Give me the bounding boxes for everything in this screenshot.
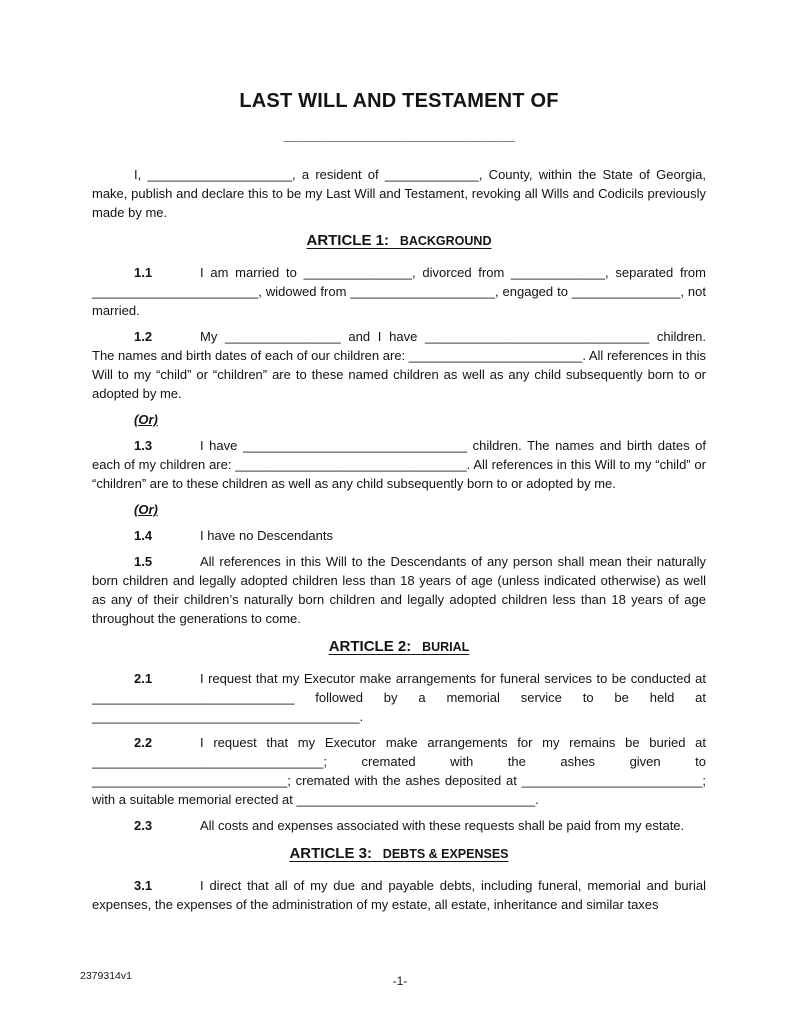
paragraph-1-4 [92, 526, 706, 545]
testator-name-blank: ________________________________ [283, 128, 515, 143]
clause-number: 2.2 [134, 735, 153, 750]
clause-text: I request that my Executor make arrangements for funeral services to be conducted at ____________________________ followed by a memorial service to be held at _____________________________________. [92, 671, 706, 724]
article-1-heading-title: BACKGROUND [399, 234, 492, 248]
clause-text: I direct that all of my due and payable debts, including funeral, memorial and burial expenses, the expenses of the administration of my estate, all estate, inheritance and similar taxes [92, 878, 706, 912]
article-1-heading [92, 229, 706, 252]
or-separator: (Or) [134, 502, 158, 517]
clause-text: My ________________ and I have _______________________________ children. The names and birth dates of each of our children are: ________________________. All references in this Will to my “child” or “children” are to these named children as well as any child subsequently born to or adopted by me. [92, 329, 706, 401]
clause-number: 2.3 [134, 818, 153, 833]
paragraph-1-3 [92, 436, 706, 493]
clause-text: I am married to _______________, divorced from _____________, separated from _______________________, widowed from ____________________, engaged to _______________, not married. [92, 265, 706, 318]
paragraph-2-2 [92, 733, 706, 809]
clause-text: All costs and expenses associated with these requests shall be paid from my estate. [200, 818, 685, 833]
paragraph-1-2 [92, 327, 706, 403]
clause-number: 1.4 [134, 528, 153, 543]
clause-text: I request that my Executor make arrangements for my remains be buried at ________________________________; cremated with the ashes given to ___________________________; cremated with the ashes deposited at _________________________; with a suitable memorial erected at _________________________________. [92, 735, 706, 807]
document-title: LAST WILL AND TESTAMENT OF [239, 90, 559, 112]
or-separator: (Or) [134, 412, 158, 427]
article-3-heading-title: DEBTS & EXPENSES [382, 847, 509, 861]
clause-number: 1.1 [134, 265, 153, 280]
paragraph-3-1 [92, 876, 706, 914]
clause-number: 2.1 [134, 671, 153, 686]
page-number: -1- [392, 974, 408, 988]
clause-text: I have no Descendants [200, 528, 333, 543]
intro-paragraph: I, ____________________, a resident of _____________, County, within the State of Georgia, make, publish and declare this to be my Last Will and Testament, revoking all Wills and Codicils previously made by me. [92, 167, 706, 220]
clause-number: 3.1 [134, 878, 153, 893]
paragraph-2-1 [92, 669, 706, 726]
clause-text: I have _______________________________ children. The names and birth dates of each of my children are: ________________________________. All references in this Will to my “child” or “children” are to these children as well as any child subsequently born to or adopted by me. [92, 438, 706, 491]
document-version-number: 2379314v1 [80, 970, 132, 982]
paragraph-1-5 [92, 552, 706, 628]
clause-number: 1.3 [134, 438, 153, 453]
clause-text: All references in this Will to the Descendants of any person shall mean their naturally born children and legally adopted children less than 18 years of age (unless indicated otherwise) as well as any of their children’s naturally born children and legally adopted children less than 18 years of age throughout the generations to come. [92, 554, 706, 626]
article-2-heading-number: ARTICLE 2: [328, 638, 412, 655]
paragraph-2-3 [92, 816, 706, 835]
article-3-heading-number: ARTICLE 3: [289, 845, 372, 862]
page-footer [0, 966, 800, 990]
article-3-heading [92, 842, 706, 865]
clause-number: 1.5 [134, 554, 153, 569]
clause-number: 1.2 [134, 329, 153, 344]
paragraph-1-1 [92, 263, 706, 320]
article-2-heading [92, 635, 706, 658]
article-2-heading-title: BURIAL [422, 640, 470, 654]
article-1-heading-number: ARTICLE 1: [306, 232, 389, 249]
document-body [92, 165, 706, 914]
